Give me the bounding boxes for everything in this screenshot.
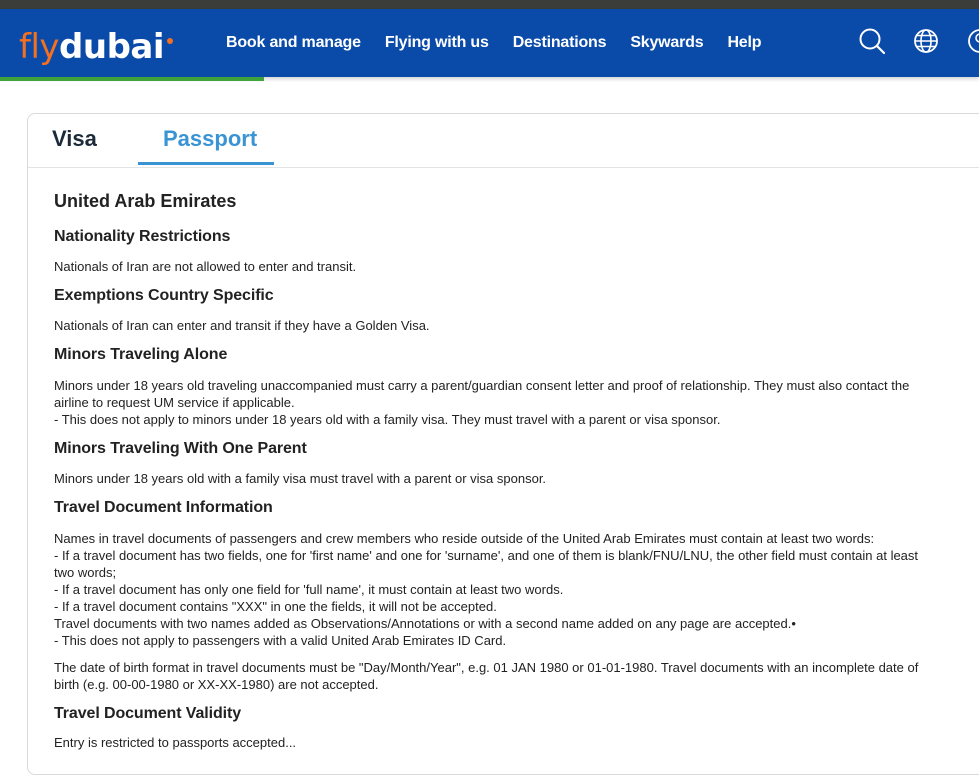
logo-dot	[167, 38, 173, 44]
search-icon[interactable]	[858, 27, 886, 55]
nav-book-and-manage[interactable]: Book and manage	[226, 34, 361, 51]
section-title-minors-one-parent: Minors Traveling With One Parent	[54, 440, 307, 457]
section-text-date-of-birth: The date of birth format in travel documents must be "Day/Month/Year", e.g. 01 JAN 1980 or 01-01-1980. Travel documents with an incomplete date of birth (e.g. 00-00-1980 or XX-XX-1980) are not accepted.	[54, 660, 919, 692]
active-tab-indicator	[138, 162, 274, 165]
logo-dubai-text: dubai	[59, 27, 165, 67]
section-text-travel-document-validity: Entry is restricted to passports accepted...	[54, 735, 297, 750]
nav-destinations[interactable]: Destinations	[512, 34, 607, 51]
tab-bar	[28, 114, 979, 168]
section-title-minors-alone: Minors Traveling Alone	[54, 346, 228, 363]
section-text-exemptions: Nationals of Iran can enter and transit if they have a Golden Visa.	[54, 318, 430, 333]
flydubai-logo[interactable]	[19, 27, 173, 67]
tab-visa[interactable]: Visa	[52, 126, 97, 151]
section-text-travel-document-information: Names in travel documents of passengers and crew members who reside outside of the United Arab Emirates must contain at least two words: - If a travel document has two fields, one for 'first name' and one for 'surname', and one of them is blank/FNU/LNU, the other field must contain at least two words; - If a travel document has only one field for 'full name', it must contain at least two words. - If a travel document contains "XXX" in one the fields, it will not be accepted. Travel documents with two names added as Observations/Annotations or with a second name added on any page are accepted.• - This does not apply to passengers with a valid United Arab Emirates ID Card.	[54, 531, 919, 648]
tab-passport[interactable]: Passport	[163, 126, 258, 151]
section-text-minors-one-parent: Minors under 18 years old with a family visa must travel with a parent or visa sponsor.	[54, 471, 547, 486]
section-text-minors-alone: Minors under 18 years old traveling unaccompanied must carry a parent/guardian consent letter and proof of relationship. They must also contact the airline to request UM service if applicable. - This does not apply to minors under 18 years old with a family visa. They must travel with a parent or visa sponsor.	[54, 378, 910, 427]
section-title-nationality-restrictions: Nationality Restrictions	[54, 228, 231, 245]
nav-flying-with-us[interactable]: Flying with us	[384, 34, 489, 51]
nav-skywards[interactable]: Skywards	[630, 34, 704, 51]
user-icon[interactable]	[966, 27, 979, 55]
section-title-exemptions: Exemptions Country Specific	[54, 287, 274, 304]
nav-help[interactable]: Help	[727, 34, 762, 51]
browser-top-strip	[0, 0, 979, 9]
section-title-travel-document-validity: Travel Document Validity	[54, 705, 241, 722]
section-title-travel-document-information: Travel Document Information	[54, 499, 273, 516]
logo-fly-text: fly	[19, 27, 60, 67]
globe-icon[interactable]	[912, 27, 940, 55]
main-nav	[226, 9, 785, 77]
country-heading: United Arab Emirates	[54, 191, 237, 211]
page-progress-bar	[0, 77, 264, 81]
section-text-nationality-restrictions: Nationals of Iran are not allowed to enter and transit.	[54, 259, 357, 274]
